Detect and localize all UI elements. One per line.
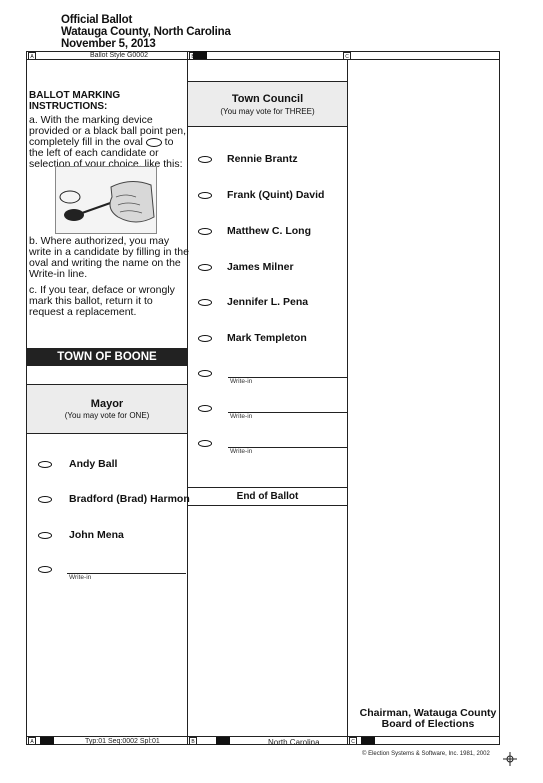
council-oval-james-milner[interactable] — [198, 264, 212, 271]
council-candidate-2: Frank (Quint) David — [227, 189, 325, 201]
mayor-write-in-label: Write-in — [69, 574, 92, 581]
mayor-title: Mayor — [90, 398, 124, 410]
council-oval-write-in-2[interactable] — [198, 405, 212, 412]
footer-col-b-marker: B — [189, 737, 197, 745]
council-oval-jennifer-pena[interactable] — [198, 299, 212, 306]
ballot-header — [61, 14, 231, 50]
hand-filling-oval-illustration — [55, 166, 157, 234]
council-instruction: (You may vote for THREE) — [220, 107, 315, 116]
council-oval-write-in-1[interactable] — [198, 370, 212, 377]
council-candidate-5: Jennifer L. Pena — [227, 296, 309, 308]
col-a-marker: A — [28, 52, 36, 60]
signature-line-2: Board of Elections — [381, 718, 475, 730]
example-oval-icon — [146, 138, 162, 147]
mayor-oval-john-mena[interactable] — [38, 532, 52, 539]
end-ballot-bottom-rule — [188, 505, 347, 506]
council-header-bottom-rule — [188, 126, 347, 127]
col-c-marker: C — [343, 52, 351, 60]
copyright-notice: © Election Systems & Software, Inc. 1981, 2002 — [362, 751, 490, 757]
footer-col-a-marker: A — [28, 737, 36, 745]
footer-state: North Carolina — [268, 738, 320, 747]
marking-instructions-cont — [29, 236, 189, 323]
footer-timing-mark-1 — [40, 737, 54, 745]
footer-typ-seq: Typ:01 Seq:0002 Spl:01 — [85, 738, 160, 745]
council-oval-rennie-brantz[interactable] — [198, 156, 212, 163]
mayor-oval-write-in[interactable] — [38, 566, 52, 573]
instruction-b: b. Where authorized, you may write in a candidate by filling in the oval and writing the name on the Write-in line. — [29, 235, 189, 280]
signature-line-1: Chairman, Watauga County — [359, 707, 497, 719]
mayor-header-bottom-rule — [27, 433, 187, 434]
mayor-candidate-3: John Mena — [69, 529, 124, 541]
end-of-ballot: End of Ballot — [236, 491, 299, 502]
council-write-in-label-3: Write-in — [230, 448, 253, 455]
top-strip-line — [26, 59, 500, 60]
council-oval-mark-templeton[interactable] — [198, 335, 212, 342]
header-title: Official Ballot — [61, 14, 133, 26]
footer-timing-mark-3 — [361, 737, 375, 745]
signature-block — [358, 708, 498, 730]
instruction-a-before: a. With the marking device provided or a black ball point pen, completely fill in the oval — [29, 114, 187, 148]
council-oval-write-in-3[interactable] — [198, 440, 212, 447]
council-oval-frank-david[interactable] — [198, 192, 212, 199]
council-oval-matthew-long[interactable] — [198, 228, 212, 235]
council-candidate-4: James Milner — [227, 261, 294, 273]
instruction-a — [29, 115, 189, 170]
mayor-oval-bradford-harmon[interactable] — [38, 496, 52, 503]
mayor-candidate-2: Bradford (Brad) Harmon — [69, 493, 190, 505]
header-county: Watauga County, North Carolina — [61, 26, 231, 38]
council-candidate-3: Matthew C. Long — [227, 225, 311, 237]
column-divider-b-c — [347, 51, 348, 745]
council-write-in-label-1: Write-in — [230, 378, 253, 385]
bottom-strip-line — [26, 736, 500, 737]
instruction-c: c. If you tear, deface or wrongly mark this ballot, return it to request a replacement. — [29, 284, 175, 318]
council-title: Town Council — [231, 93, 304, 105]
jurisdiction-banner: TOWN OF BOONE — [27, 348, 187, 366]
council-candidate-6: Mark Templeton — [227, 332, 307, 344]
ballot-style-label: Ballot Style G0002 — [90, 52, 148, 59]
footer-col-c-marker: C — [349, 737, 357, 745]
instructions-title: BALLOT MARKING INSTRUCTIONS: — [29, 90, 121, 112]
header-date: November 5, 2013 — [61, 38, 156, 50]
mayor-candidate-1: Andy Ball — [69, 458, 118, 470]
registration-crosshair-icon — [503, 752, 517, 766]
marking-instructions — [29, 90, 189, 175]
council-write-in-label-2: Write-in — [230, 413, 253, 420]
end-ballot-top-rule — [188, 487, 347, 488]
council-candidate-1: Rennie Brantz — [227, 153, 298, 165]
mayor-instruction: (You may vote for ONE) — [64, 411, 150, 420]
instruction-a-after: to the left of each candidate or selection of your choice, like this: — [29, 136, 183, 170]
mayor-oval-andy-ball[interactable] — [38, 461, 52, 468]
footer-timing-mark-2 — [216, 737, 230, 745]
timing-mark — [193, 51, 207, 59]
